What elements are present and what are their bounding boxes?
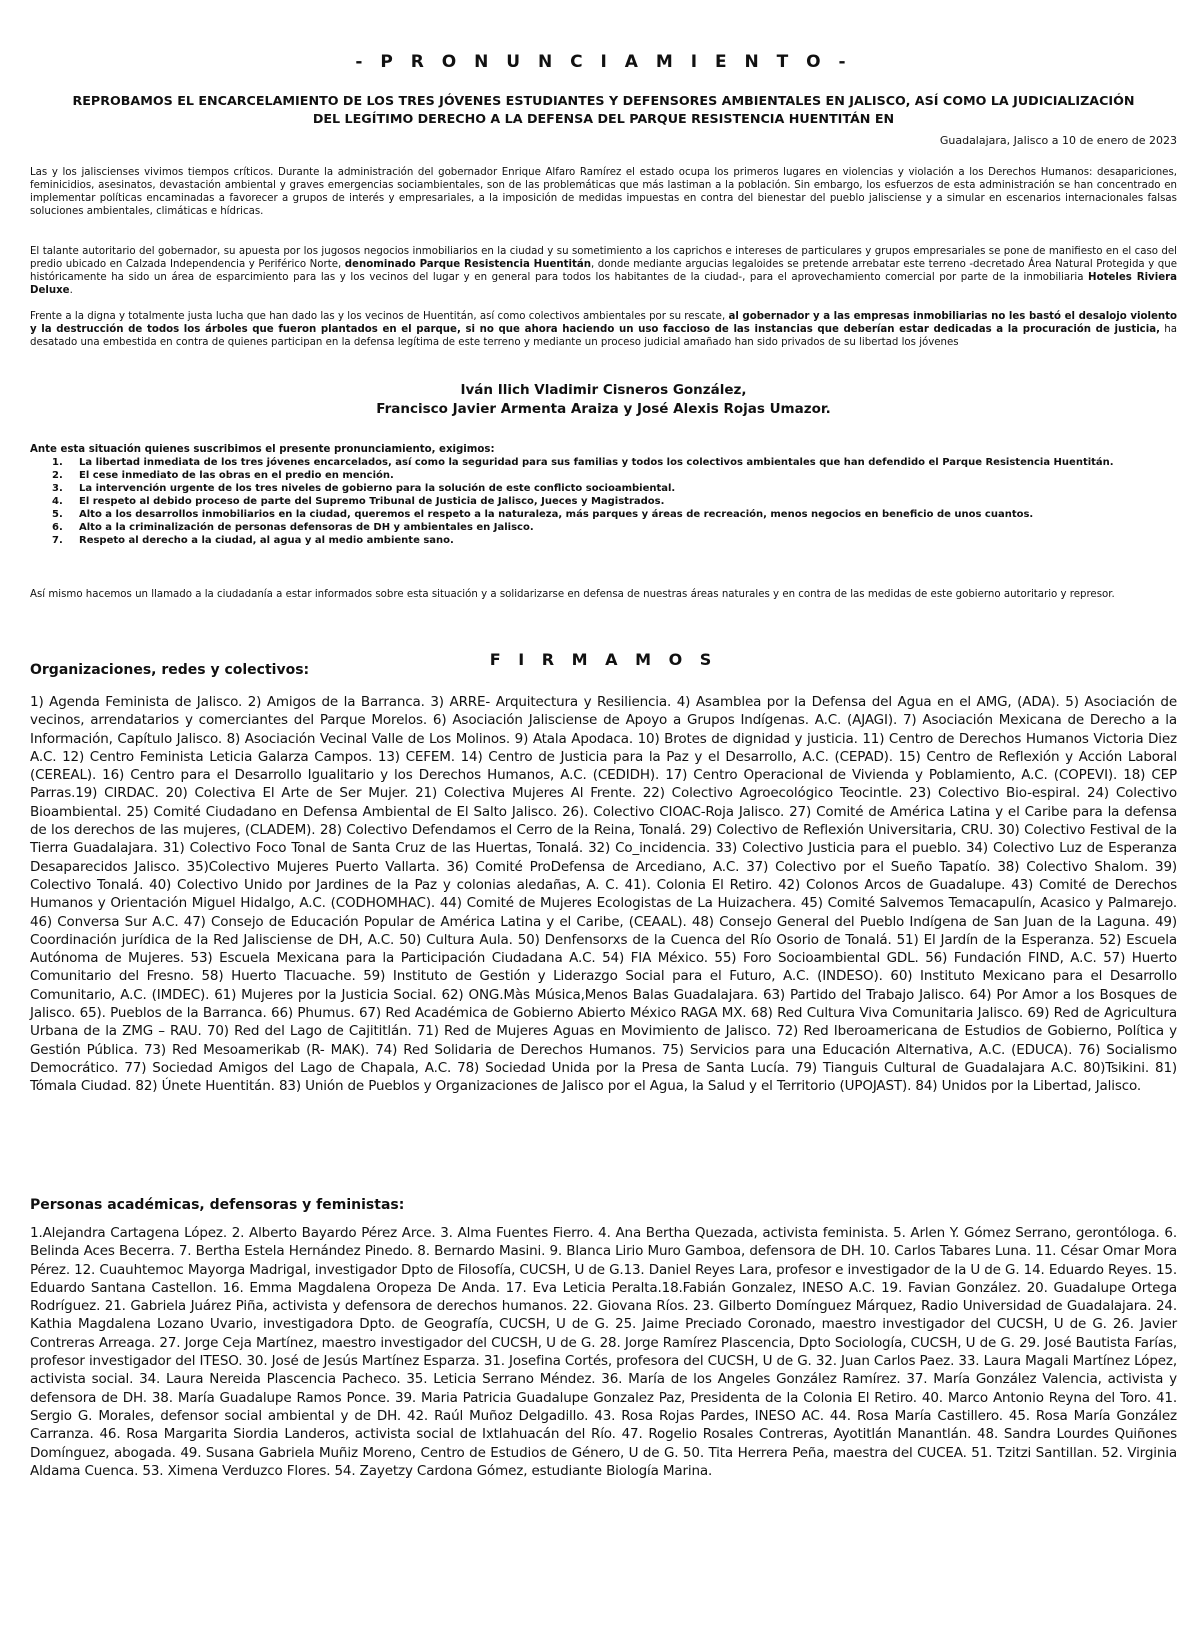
paragraph-governor-text-e: . bbox=[69, 285, 73, 296]
demand-text: El respeto al debido proceso de parte del Supremo Tribunal de Justicia de Jalisco, Jueces y Magistrados. bbox=[79, 496, 665, 507]
demands-intro: Ante esta situación quienes suscribimos el presente pronunciamiento, exigimos: bbox=[30, 444, 495, 455]
dateline: Guadalajara, Jalisco a 10 de enero de 2023 bbox=[939, 134, 1177, 147]
people-list: 1.Alejandra Cartagena López. 2. Alberto Bayardo Pérez Arce. 3. Alma Fuentes Fierro. 4. Ana Bertha Quezada, activista feminista. 5. Arlen Y. Gómez Serrano, gerontóloga. 6. Belinda Aces Becerra. 7. Bertha Estela Hernández Pinedo. 8. Bernardo Masini. 9. Blanca Lirio Muro Gamboa, defensora de DH. 10. Carlos Tabares Luna. 11. César Omar Mora Pérez. 12. Cuauhtemoc Mayorga Madrigal, investigador Dpto de Filosofía, CUCSH, U de G.13. Daniel Reyes Lara, profesor e investigador de la U de G. 14. Eduardo Reyes. 15. Eduardo Santana Castellon. 16. Emma Magdalena Oropeza De Anda. 17. Eva Leticia Peralta.18.Fabián Gonzalez, INESO A.C. 19. Favian González. 20. Guadalupe Ortega Rodríguez. 21. Gabriela Juárez Piña, activista y defensora de derechos humanos. 22. Giovana Ríos. 23. Gilberto Domínguez Márquez, Radio Universidad de Guadalajara. 24. Kathia Magdalena Lozano Uvario, investigadora Dpto. de Geografía, CUCSH, U de G. 25. Jaime Preciado Coronado, maestro investigador del CUCSH, U de G. 26. Javier Contreras Arreaga. 27. Jorge Ceja Martínez, maestro investigador del CUCSH, U de G. 28. Jorge Ramírez Plascencia, Dpto Sociología, CUCSH, U de G. 29. José Bautista Farías, profesor investigador del ITESO. 30. José de Jesús Martínez Esparza. 31. Josefina Cortés, profesora del CUCSH, U de G. 32. Juan Carlos Paez. 33. Laura Magali Martínez López, activista social. 34. Laura Nereida Plascencia Pacheco. 35. Leticia Serrano Méndez. 36. María de los Angeles González Ramírez. 37. María González Valencia, activista y defensora de DH. 38. María Guadalupe Ramos Ponce. 39. Maria Patricia Guadalupe Gonzalez Paz, Presidenta de la Colonia El Retiro. 40. Marco Antonio Reyna del Toro. 41. Sergio G. Morales, defensor social ambiental y de DH. 42. Raúl Muñoz Delgadillo. 43. Rosa Rojas Pardes, INESO AC. 44. Rosa María Castillero. 45. Rosa María González Carranza. 46. Rosa Margarita Siordia Landeros, activista social de Ixtlahuacán del Río. 47. Rogelio Rosales Contreras, Ayotitlán Manantlán. 48. Sandra Lourdes Quiñones Domínguez, abogada. 49. Susana Gabriela Muñiz Moreno, Centro de Estudios de Género, U de G. 50. Tita Herrera Peña, maestra del CUCEA. 51. Tzitzi Santillan. 52. Virginia Aldama Cuenca. 53. Ximena Verduzco Flores. 54. Zayetzy Cardona Gómez, estudiante Biología Marina. bbox=[30, 1225, 1177, 1479]
paragraph-governor-text-c: , donde mediante argucias legaloides se pretende arrebatar este terreno -decretado Área Natural Protegida y que históricamente ha sido un área de esparcimiento para las y los vecinos del lugar y en general para todos los habitantes de la ciudad-, para el aprovechamiento comercial por parte de la inmobiliaria bbox=[30, 259, 1177, 283]
headline-line-2: DEL LEGÍTIMO DERECHO A LA DEFENSA DEL PARQUE RESISTENCIA HUENTITÁN EN bbox=[312, 111, 895, 126]
demand-item bbox=[30, 456, 1177, 469]
detained-names-line-2: Francisco Javier Armenta Araiza y José Alexis Rojas Umazor. bbox=[376, 401, 831, 417]
paragraph-context: Las y los jaliscienses vivimos tiempos críticos. Durante la administración del gobernador Enrique Alfaro Ramírez el estado ocupa los primeros lugares en violencias y violación a los Derechos Humanos: desapariciones, feminicidios, asesinatos, devastación ambiental y graves emergencias sociambientales, son de las problemáticas que más lastiman a la población. Sin embargo, los esfuerzos de esta administración se han concentrado en implementar políticas encaminadas a favorecer a grupos de interés y empresariales, a la imposición de medidas impuestas en contra del bienestar del pueblo jalisciense y a simular en escenarios internacionales falsas soluciones ambientales, climáticas e hídricas. bbox=[30, 167, 1177, 217]
signatures-title: F I R M A M O S bbox=[489, 650, 718, 669]
demand-text: El cese inmediato de las obras en el predio en mención. bbox=[79, 470, 394, 481]
demand-number: 7. bbox=[52, 535, 63, 546]
headline-line-1: REPROBAMOS EL ENCARCELAMIENTO DE LOS TRES JÓVENES ESTUDIANTES Y DEFENSORES AMBIENTALES EN JALISCO, ASÍ COMO LA JUDICIALIZACIÓN bbox=[72, 93, 1135, 108]
demand-number: 3. bbox=[52, 483, 63, 494]
demand-text: La libertad inmediata de los tres jóvenes encarcelados, así como la seguridad para sus familias y todos los colectivos ambientales que han defendido el Parque Resistencia Huentitán. bbox=[79, 457, 1114, 468]
people-heading: Personas académicas, defensoras y feministas: bbox=[30, 1197, 405, 1213]
paragraph-struggle-emphasis: al gobernador y a las empresas inmobiliarias no les bastó el desalojo violento y la destrucción de todos los árboles que fueron plantados en el parque, si no que ahora haciendo un uso faccioso de las instancias que deberían estar dedicadas a la procuración de justicia, bbox=[30, 311, 1177, 335]
paragraph-struggle-text-c: ha desatado una embestida en contra de quienes participan en la defensa legítima de este terreno y mediante un proceso judicial amañado han sido privados de su libertad los jóvenes bbox=[30, 324, 1177, 348]
park-name-emphasis: denominado Parque Resistencia Huentitán bbox=[344, 259, 591, 270]
demand-number: 2. bbox=[52, 470, 63, 481]
demand-item bbox=[30, 469, 1177, 482]
demand-text: Alto a los desarrollos inmobiliarios en la ciudad, queremos el respeto a la naturaleza, más parques y áreas de recreación, menos negocios en beneficio de unos cuantos. bbox=[79, 509, 1034, 520]
demand-item bbox=[30, 508, 1177, 521]
demand-item bbox=[30, 495, 1177, 508]
demand-text: Alto a la criminalización de personas defensoras de DH y ambientales en Jalisco. bbox=[79, 522, 534, 533]
demand-item bbox=[30, 534, 1177, 547]
demand-item bbox=[30, 521, 1177, 534]
document-title: - P R O N U N C I A M I E N T O - bbox=[355, 52, 852, 72]
demand-number: 1. bbox=[52, 457, 63, 468]
organizations-heading: Organizaciones, redes y colectivos: bbox=[30, 662, 310, 678]
detained-names bbox=[30, 381, 1177, 419]
demand-item bbox=[30, 482, 1177, 495]
paragraph-governor bbox=[30, 245, 1177, 297]
document-page bbox=[30, 0, 1177, 1647]
demand-number: 6. bbox=[52, 522, 63, 533]
demand-number: 4. bbox=[52, 496, 63, 507]
paragraph-struggle bbox=[30, 310, 1177, 349]
demand-text: La intervención urgente de los tres niveles de gobierno para la solución de este conflicto socioambiental. bbox=[79, 483, 676, 494]
demands-list bbox=[30, 456, 1177, 547]
demand-number: 5. bbox=[52, 509, 63, 520]
organizations-list: 1) Agenda Feminista de Jalisco. 2) Amigos de la Barranca. 3) ARRE- Arquitectura y Resiliencia. 4) Asamblea por la Defensa del Agua en el AMG, (ADA). 5) Asociación de vecinos, arrendatarios y comerciantes del Parque Morelos. 6) Asociación Jalisciense de Apoyo a Grupos Indígenas. A.C. (AJAGI). 7) Asociación Mexicana de Derecho a la Información, Capítulo Jalisco. 8) Asociación Vecinal Valle de Los Molinos. 9) Atala Apodaca. 10) Brotes de dignidad y justicia. 11) Centro de Derechos Humanos Victoria Diez A.C. 12) Centro Feminista Leticia Galarza Campos. 13) CEFEM. 14) Centro de Justicia para la Paz y el Desarrollo, A.C. (CEPAD). 15) Centro de Reflexión y Acción Laboral (CEREAL). 16) Centro para el Desarrollo Igualitario y los Derechos Humanos, A.C. (CEDIDH). 17) Centro Operacional de Vivienda y Poblamiento, A.C. (COPEVI). 18) CEP Parras.19) CIRDAC. 20) Colectiva El Arte de Ser Mujer. 21) Colectiva Mujeres Al Frente. 22) Colectivo Agroecológico Teocintle. 23) Colectivo Bio-espiral. 24) Colectivo Bioambiental. 25) Comité Ciudadano en Defensa Ambiental de El Salto Jalisco. 26). Colectivo CIOAC-Roja Jalisco. 27) Comité de América Latina y el Caribe para la defensa de los derechos de las mujeres, (CLADEM). 28) Colectivo Defendamos el Cerro de la Reina, Tonalá. 29) Colectivo de Reflexión Universitaria, CRU. 30) Colectivo Festival de la Tierra Guadalajara. 31) Colectivo Foco Tonal de Santa Cruz de las Huertas, Tonalá. 32) Co_incidencia. 33) Colectivo Justicia para el pueblo. 34) Colectivo Luz de Esperanza Desaparecidos Jalisco. 35)Colectivo Mujeres Puerto Vallarta. 36) Comité ProDefensa de Arcediano, A.C. 37) Colectivo por el Sueño Tapatío. 38) Colectivo Shalom. 39) Colectivo Tonalá. 40) Colectivo Unido por Jardines de la Paz y colonias aledañas, A. C. 41). Colonia El Retiro. 42) Colonos Arcos de Guadalupe. 43) Comité de Derechos Humanos y Orientación Miguel Hidalgo, A.C. (CODHOMHAC). 44) Comité de Mujeres Ecologistas de La Huizachera. 45) Comité Salvemos Temacapulín, Acasico y Palmarejo. 46) Conversa Sur A.C. 47) Consejo de Educación Popular de América Latina y el Caribe, (CEAAL). 48) Consejo General del Pueblo Indígena de San Juan de la Laguna. 49) Coordinación jurídica de la Red Jalisciense de DH, A.C. 50) Cultura Aula. 50) Denfensorxs de la Cuenca del Río Osorio de Tonalá. 51) El Jardín de la Esperanza. 52) Escuela Autónoma de Mujeres. 53) Escuela Mexicana para la Participación Ciudadana A.C. 54) FIA México. 55) Foro Socioambiental GDL. 56) Fundación FIND, A.C. 57) Huerto Comunitario del Fresno. 58) Huerto Tlacuache. 59) Instituto de Gestión y Liderazgo Social para el Futuro, A.C. (INDESO). 60) Instituto Mexicano para el Desarrollo Comunitario, A.C. (IMDEC). 61) Mujeres por la Justicia Social. 62) ONG.Màs Música,Menos Balas Guadalajara. 63) Partido del Trabajo Jalisco. 64) Por Amor a los Bosques de Jalisco. 65). Pueblos de la Barranca. 66) Phumus. 67) Red Académica de Gobierno Abierto México RAGA MX. 68) Red Cultura Viva Comunitaria Jalisco. 69) Red de Agricultura Urbana de la ZMG – RAU. 70) Red del Lago de Cajititlán. 71) Red de Mujeres Aguas en Movimiento de Jalisco. 72) Red Iberoamericana de Estudios de Gobierno, Política y Gestión Pública. 73) Red Mesoamerikab (R- MAK). 74) Red Solidaria de Derechos Humanos. 75) Servicios para una Educación Alternativa, A.C. (EDUCA). 76) Socialismo Democrático. 77) Sociedad Amigos del Lago de Chapala, A.C. 78) Sociedad Unida por la Presa de Santa Lucía. 79) Tianguis Cultural de Guadalajara A.C. 80)Tsikini. 81) Tómala Ciudad. 82) Únete Huentitán. 83) Unión de Pueblos y Organizaciones de Jalisco por el Agua, la Salud y el Territorio (UPOJAST). 84) Unidos por la Libertad, Jalisco. bbox=[30, 694, 1177, 1095]
headline bbox=[30, 92, 1177, 128]
demand-text: Respeto al derecho a la ciudad, al agua y al medio ambiente sano. bbox=[79, 535, 454, 546]
real-estate-company-emphasis: Hoteles Riviera Deluxe bbox=[30, 272, 1178, 296]
paragraph-struggle-text-a: Frente a la digna y totalmente justa lucha que han dado las y los vecinos de Huentitán, así como colectivos ambientales por su rescate, bbox=[30, 311, 729, 322]
closing-paragraph: Así mismo hacemos un llamado a la ciudadanía a estar informados sobre esta situación y a solidarizarse en defensa de nuestras áreas naturales y en contra de las medidas de este gobierno autoritario y represor. bbox=[30, 589, 1115, 600]
paragraph-governor-text-a: El talante autoritario del gobernador, su apuesta por los jugosos negocios inmobiliarios en la ciudad y su sometimiento a los caprichos e intereses de particulares y grupos empresariales se pone de manifiesto en el caso del predio ubicado en Calzada Independencia y Periférico Norte, bbox=[30, 246, 1177, 270]
detained-names-line-1: Iván Ilich Vladimir Cisneros González, bbox=[460, 382, 747, 398]
